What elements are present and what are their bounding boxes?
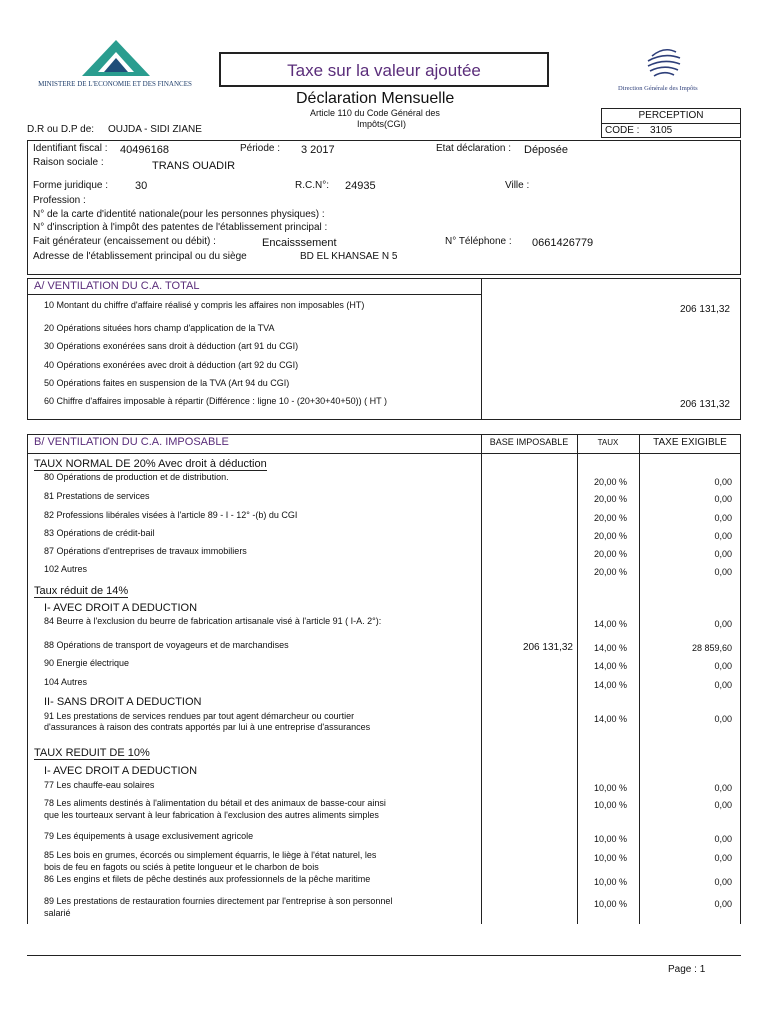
b-row-taux: 14,00 % [593,643,627,653]
b-row-taxe: 0,00 [714,800,732,810]
b-row-taxe: 0,00 [714,877,732,887]
article-ref-1: Article 110 du Code Général des [310,108,440,118]
b-row-taux: 20,00 % [593,477,627,487]
perception-box [601,108,741,138]
code-label: CODE : [605,125,640,136]
b-row-label: d'assurances à raison des contrats apportés par lui à une entreprise d'assurances [44,722,371,732]
etat-value: Déposée [524,144,569,156]
b-row-taux: 20,00 % [593,494,627,504]
a-row-label: 40 Opérations exonérées avec droit à déduction (art 92 du CGI) [44,360,299,370]
ministry-logo [30,38,200,94]
b-row-taux: 20,00 % [593,513,627,523]
code-value: 3105 [650,125,673,136]
b-row-taux: 14,00 % [593,661,627,671]
col-taux: TAUX [597,438,619,447]
rc-value: 24935 [345,180,376,192]
b-row-taux: 14,00 % [593,680,627,690]
article-ref-2: Impôts(CGI) [357,119,407,129]
b-row-taxe: 0,00 [714,549,732,559]
footer-rule [27,955,741,956]
dgi-name: Direction Générale des Impôts [618,85,698,92]
b-row-taux: 10,00 % [593,834,627,844]
a-row-label: 10 Montant du chiffre d'affaire réalisé y compris les affaires non imposables (HT) [44,300,365,310]
b-row-label: 81 Prestations de services [44,491,150,501]
ville-label: Ville : [505,180,530,191]
heading-14-avec: I- AVEC DROIT A DEDUCTION [44,602,198,614]
tel-label: N° Téléphone : [445,236,512,247]
b-row-label: 79 Les équipements à usage exclusivement agricole [44,831,254,841]
b-row-taxe: 0,00 [714,680,732,690]
b-row-label: 77 Les chauffe-eau solaires [44,780,155,790]
b-row-label: 104 Autres [44,677,88,687]
a-row-label: 60 Chiffre d'affaires imposable à répartir (Différence : ligne 10 - (20+30+40+50)) ( HT ) [44,396,387,406]
rc-label: R.C.N°: [295,180,329,191]
b-row-label: 89 Les prestations de restauration fournies directement par l'entreprise à son personnel [44,896,393,906]
b-row-taux: 14,00 % [593,619,627,629]
b-row-taxe: 0,00 [714,567,732,577]
raison-value: TRANS OUADIR [152,160,236,172]
page-number: Page : 1 [668,964,706,975]
b-row-label: 85 Les bois en grumes, écorcés ou simplement équarris, le liège à l'état naturel, les [44,850,377,860]
dgi-globe-icon [618,44,708,84]
patente-label: N° d'inscription à l'impôt des patentes de l'établissement principal : [33,222,328,233]
col-base: BASE IMPOSABLE [489,437,569,447]
a-row-label: 50 Opérations faites en suspension de la TVA (Art 94 du CGI) [44,378,290,388]
b-row-taxe: 0,00 [714,494,732,504]
b-row-label: 82 Professions libérales visées à l'article 89 - I - 12° -(b) du CGI [44,510,298,520]
b-row-taux: 20,00 % [593,549,627,559]
b-row-taxe: 0,00 [714,714,732,724]
b-row-base: 206 131,32 [522,642,573,653]
section-b-title: B/ VENTILATION DU C.A. IMPOSABLE [34,436,229,448]
forme-label: Forme juridique : [33,180,109,191]
id-value: 40496168 [120,144,169,156]
periode-value: 3 2017 [301,144,335,156]
profession-label: Profession : [33,195,86,206]
forme-value: 30 [135,180,148,192]
b-row-taux: 20,00 % [593,567,627,577]
b-row-taux: 10,00 % [593,783,627,793]
b-row-label: 86 Les engins et filets de pêche destinés aux professionnels de la pêche maritime [44,874,371,884]
fait-value: Encaisssement [262,237,337,249]
b-row-label: 91 Les prestations de services rendues par tout agent démarcheur ou courtier [44,711,355,721]
section-a-title: A/ VENTILATION DU C.A. TOTAL [34,280,200,292]
b-row-taxe: 0,00 [714,477,732,487]
b-row-taxe: 0,00 [714,783,732,793]
b-row-taxe: 0,00 [714,899,732,909]
b-row-label: 87 Opérations d'entreprises de travaux immobiliers [44,546,247,556]
b-row-taux: 10,00 % [593,853,627,863]
a-row-value: 206 131,32 [679,304,730,315]
ministry-name: MINISTERE DE L'ECONOMIE ET DES FINANCES [38,80,192,88]
dr-value: OUJDA - SIDI ZIANE [108,124,202,135]
b-row-label: 78 Les aliments destinés à l'alimentation du bétail et des animaux de basse-cour ainsi [44,798,386,808]
b-row-taxe: 0,00 [714,834,732,844]
heading-14: Taux réduit de 14% [34,585,129,597]
b-row-label: 80 Opérations de production et de distribution. [44,472,229,482]
b-row-taxe: 0,00 [714,853,732,863]
raison-label: Raison sociale : [33,157,104,168]
b-row-label: 90 Energie électrique [44,658,130,668]
b-row-taxe: 0,00 [714,619,732,629]
heading-normal: TAUX NORMAL DE 20% Avec droit à déduction [34,458,267,470]
b-row-label: 84 Beurre à l'exclusion du beurre de fabrication artisanale visé à l'article 91 ( I-A. 2°): [44,616,382,626]
a-row-value: 206 131,32 [679,399,730,410]
b-row-label: 88 Opérations de transport de voyageurs et de marchandises [44,640,289,650]
fait-label: Fait générateur (encaissement ou débit) : [33,236,216,247]
id-label: Identifiant fiscal : [33,143,108,154]
adresse-label: Adresse de l'établissement principal ou du siège [33,251,247,262]
etat-label: Etat déclaration : [436,143,512,154]
b-row-taxe: 0,00 [714,661,732,671]
b-row-label: bois de feu en fagots ou sciés à petite longueur et le charbon de bois [44,862,319,872]
b-row-label: que les tourteaux servant à leur fabrication à l'exclusion des autres aliments simples [44,810,379,820]
dr-label: D.R ou D.P de: [27,124,95,135]
b-row-taux: 10,00 % [593,899,627,909]
perception-label: PERCEPTION [638,110,704,121]
tel-value: 0661426779 [532,237,594,249]
a-row-label: 30 Opérations exonérées sans droit à déduction (art 91 du CGI) [44,341,299,351]
b-row-taux: 20,00 % [593,531,627,541]
form-title: Taxe sur la valeur ajoutée [287,61,481,80]
heading-10-avec: I- AVEC DROIT A DEDUCTION [44,765,198,777]
form-subtitle: Déclaration Mensuelle [296,90,455,107]
b-row-label: 102 Autres [44,564,88,574]
b-row-taxe: 0,00 [714,531,732,541]
b-row-label: salarié [44,908,71,918]
cin-label: N° de la carte d'identité nationale(pour les personnes physiques) : [33,209,325,220]
b-row-taxe: 28 859,60 [691,643,732,653]
title-box [219,52,549,87]
b-row-label: 83 Opérations de crédit-bail [44,528,155,538]
col-taxe: TAXE EXIGIBLE [653,437,727,448]
b-row-taux: 10,00 % [593,877,627,887]
b-row-taux: 10,00 % [593,800,627,810]
b-row-taux: 14,00 % [593,714,627,724]
a-row-label: 20 Opérations situées hors champ d'application de la TVA [44,323,275,333]
adresse-value: BD EL KHANSAE N 5 [300,251,398,262]
dgi-logo [618,44,708,94]
heading-14-sans: II- SANS DROIT A DEDUCTION [44,696,202,708]
b-row-taxe: 0,00 [714,513,732,523]
heading-10: TAUX REDUIT DE 10% [34,747,150,759]
periode-label: Période : [240,143,281,154]
